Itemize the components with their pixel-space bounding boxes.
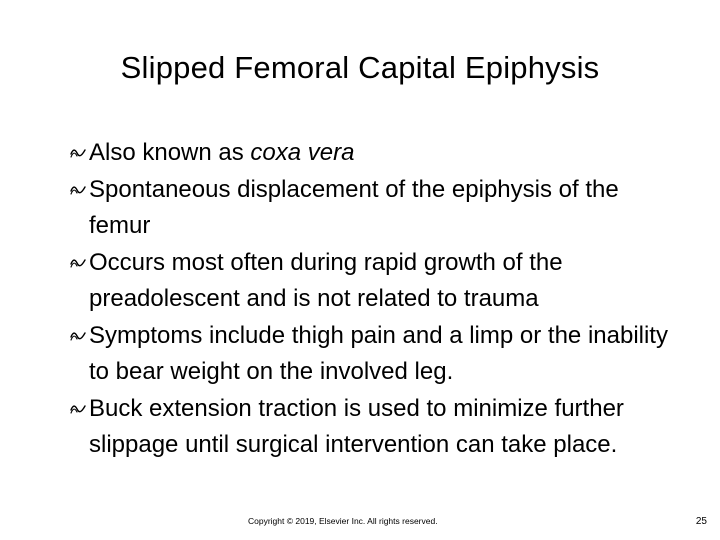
- bullet-text: Spontaneous displacement of the epiphysis of the femur: [89, 175, 619, 239]
- bullet-item: [70, 391, 670, 464]
- bullet-text: Also known as: [89, 139, 251, 166]
- bullet-emphasis: coxa vera: [250, 139, 355, 166]
- wave-bullet-icon: [70, 330, 86, 342]
- bullet-list: [70, 135, 670, 464]
- bullet-text: Occurs most often during rapid growth of the preadolescent and is not related to trauma: [89, 248, 563, 312]
- wave-bullet-icon: [70, 147, 86, 159]
- page-number: 25: [695, 516, 707, 527]
- slide-footer: [0, 514, 720, 530]
- slide-title: Slipped Femoral Capital Epiphysis: [120, 50, 600, 85]
- copyright-notice: Copyright © 2019, Elsevier Inc. All rights reserved.: [248, 516, 438, 526]
- wave-bullet-icon: [70, 184, 86, 196]
- bullet-item: [70, 318, 670, 391]
- bullet-item: [70, 172, 670, 245]
- bullet-text: Symptoms include thigh pain and a limp or the inability to bear weight on the involved leg.: [89, 321, 668, 385]
- bullet-text: Buck extension traction is used to minimize further slippage until surgical intervention can take place.: [89, 394, 624, 458]
- wave-bullet-icon: [70, 403, 86, 415]
- bullet-item: [70, 135, 670, 172]
- bullet-item: [70, 245, 670, 318]
- wave-bullet-icon: [70, 257, 86, 269]
